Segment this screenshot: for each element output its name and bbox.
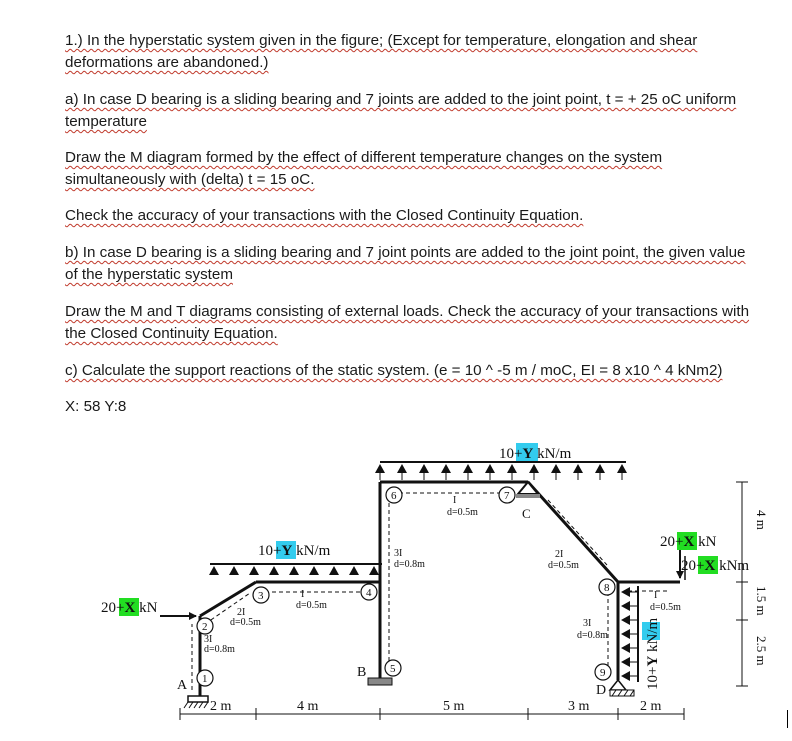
label-m2d: d=0.5m xyxy=(230,617,261,628)
label-m1: 3I xyxy=(204,634,213,645)
part-a-line-1: a) In case D bearing is a sliding bearing and 7 joints are added to the joint point, t = + 25 oC uniform xyxy=(65,91,737,108)
node-8 xyxy=(599,579,615,595)
draw-b-line-1: Draw the M and T diagrams consisting of external loads. Check the accuracy of your transactions with xyxy=(65,303,750,320)
dim-h-3: 3 m xyxy=(568,699,590,714)
label-m7: 3I xyxy=(583,618,592,629)
support-a-label: A xyxy=(177,678,188,693)
part-a xyxy=(65,89,787,133)
node-4 xyxy=(361,584,377,600)
part-b-line-1: b) In case D bearing is a sliding bearing and 7 joint points are added to the joint point, the given value xyxy=(65,244,746,261)
draw-a-line-1: Draw the M diagram formed by the effect of different temperature changes on the system xyxy=(65,149,663,166)
svg-text:1: 1 xyxy=(202,673,208,685)
left-force-label: 20+X kN xyxy=(101,600,158,616)
label-m6: 2I xyxy=(555,549,564,560)
right-moment xyxy=(681,556,749,580)
right-vertical-load-label: 10+Y kN/m xyxy=(645,617,661,690)
svg-text:5: 5 xyxy=(390,663,396,675)
support-b-label: B xyxy=(357,665,367,680)
svg-text:2: 2 xyxy=(202,621,208,633)
left-distributed-load xyxy=(209,541,382,575)
label-m4d: d=0.8m xyxy=(394,559,425,570)
node-markers xyxy=(197,487,615,686)
node-9 xyxy=(595,664,611,680)
dim-h-1: 4 m xyxy=(297,699,319,714)
dim-v-2: 2.5 m xyxy=(754,636,769,666)
draw-b xyxy=(65,301,787,345)
problem-intro xyxy=(65,30,787,74)
right-moment-label: 20+X kNm xyxy=(681,558,750,574)
part-b-line-2: of the hyperstatic system xyxy=(65,266,233,283)
node-1 xyxy=(197,670,213,686)
top-load-label: 10+Y kN/m xyxy=(499,446,572,462)
draw-a xyxy=(65,147,787,191)
node-2 xyxy=(197,618,213,634)
check-a xyxy=(65,205,787,227)
xy-values-line: X: 58 Y:8 xyxy=(65,398,127,415)
support-c xyxy=(516,482,540,521)
dim-v-1: 1.5 m xyxy=(754,586,769,616)
part-c xyxy=(65,360,787,382)
horizontal-dimensions xyxy=(180,699,684,720)
left-load-label: 10+Y kN/m xyxy=(258,543,331,559)
text-cursor xyxy=(787,710,788,728)
vertical-dimensions xyxy=(736,482,769,686)
label-m3d: d=0.5m xyxy=(296,600,327,611)
label-m1d: d=0.8m xyxy=(204,644,235,655)
part-c-line: c) Calculate the support reactions of the static system. (e = 10 ^ -5 m / moC, EI = 8 x10 ^ 4 kNm2) xyxy=(65,362,723,379)
xy-values xyxy=(65,396,787,418)
label-m2: 2I xyxy=(237,607,246,618)
draw-b-line-2: the Closed Continuity Equation. xyxy=(65,325,278,342)
label-m5d: d=0.5m xyxy=(447,507,478,518)
svg-text:3: 3 xyxy=(258,590,264,602)
svg-text:4: 4 xyxy=(366,587,372,599)
svg-text:7: 7 xyxy=(504,490,510,502)
node-3 xyxy=(253,587,269,603)
label-m6d: d=0.5m xyxy=(548,560,579,571)
label-m8: I xyxy=(654,590,658,601)
frame-figure xyxy=(0,440,792,741)
node-7 xyxy=(499,487,515,503)
label-m8d: d=0.5m xyxy=(650,602,681,613)
label-m3: I xyxy=(301,589,305,600)
label-m4: 3I xyxy=(394,548,403,559)
label-m7d: d=0.8m xyxy=(577,630,608,641)
left-point-force xyxy=(101,598,196,616)
top-distributed-load xyxy=(375,443,627,480)
node-6 xyxy=(386,487,402,503)
dim-v-0: 4 m xyxy=(754,510,769,530)
dim-h-0: 2 m xyxy=(210,699,232,714)
intro-line-1: 1.) In the hyperstatic system given in the figure; (Except for temperature, elongation and shear xyxy=(65,32,698,49)
part-b xyxy=(65,242,787,286)
right-force-label: 20+X kN xyxy=(660,534,717,550)
support-d-label: D xyxy=(596,683,607,698)
part-a-line-2: temperature xyxy=(65,113,147,130)
svg-text:8: 8 xyxy=(604,582,610,594)
support-d xyxy=(596,680,634,698)
draw-a-line-2: simultaneously with (delta) t = 15 oC. xyxy=(65,171,315,188)
check-a-line: Check the accuracy of your transactions with the Closed Continuity Equation. xyxy=(65,207,584,224)
support-c-label: C xyxy=(522,506,531,521)
intro-line-2: deformations are abandoned.) xyxy=(65,54,269,71)
svg-text:6: 6 xyxy=(391,490,397,502)
label-m5: I xyxy=(453,495,457,506)
dim-h-2: 5 m xyxy=(443,699,465,714)
dim-h-4: 2 m xyxy=(640,699,662,714)
node-5 xyxy=(385,660,401,676)
svg-text:9: 9 xyxy=(600,667,606,679)
member-2-3 xyxy=(200,582,256,616)
